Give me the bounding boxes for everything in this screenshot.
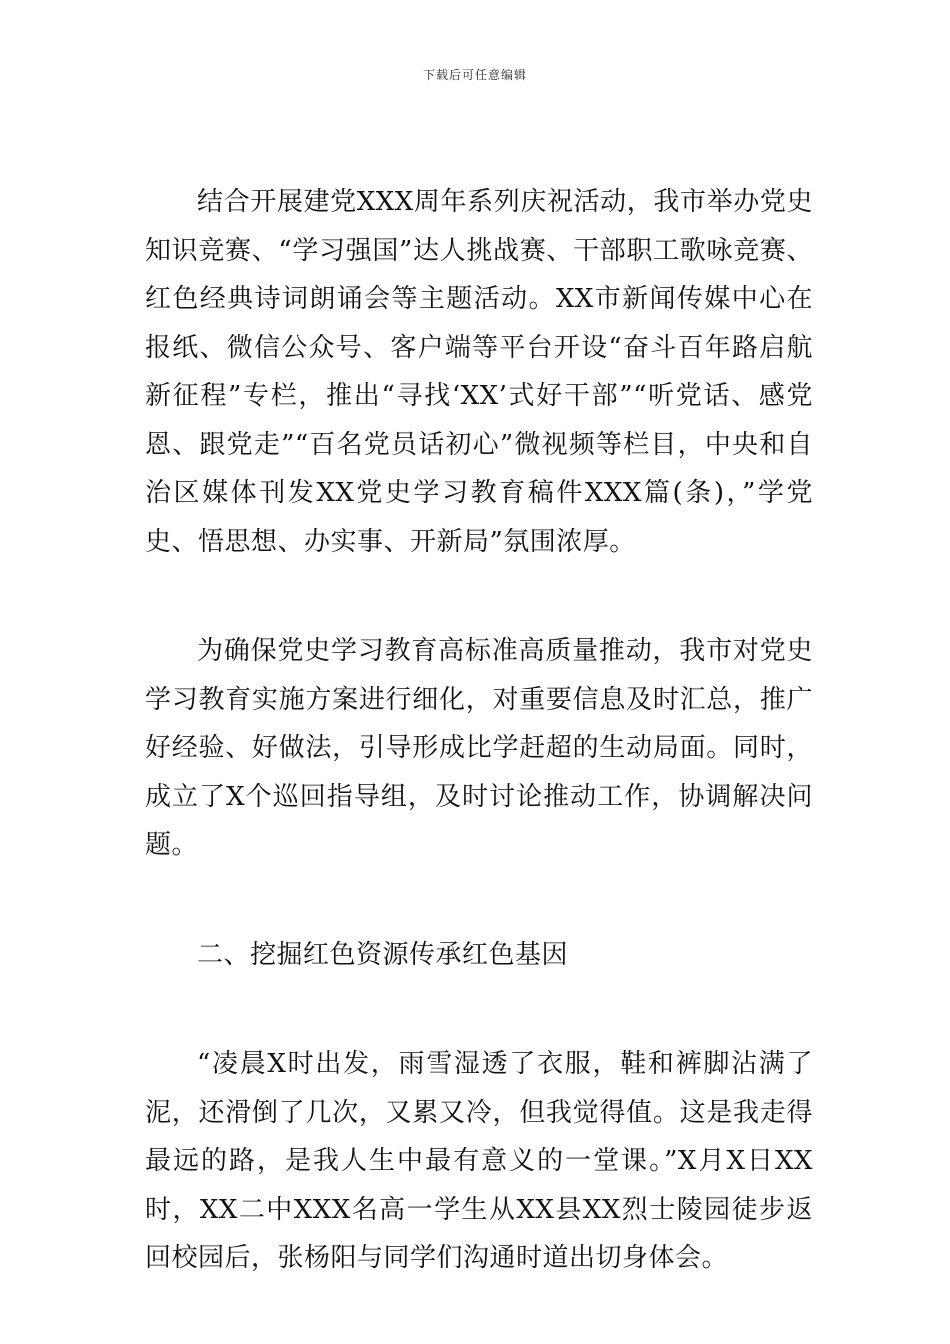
page-header-note: 下载后可任意编辑 <box>422 68 527 82</box>
section-heading: 二、挖掘红色资源传承红色基因 <box>197 939 569 970</box>
paragraph-gap <box>145 870 813 931</box>
document-body <box>145 178 813 1283</box>
paragraph-gap <box>145 979 813 1040</box>
paragraph-celebration-activities: 结合开展建党XXX周年系列庆祝活动，我市举办党史知识竞赛、“学习强国”达人挑战赛、干部职工歌咏竞赛、红色经典诗词朗诵会等主题活动。XX市新闻传媒中心在报纸、微信公众号、客户端等平台开设“奋斗百年路启航新征程”专栏，推出“寻找‘XX’式好干部”“听党话、感党恩、跟党走”“百名党员话初心”微视频等栏目，中央和自治区媒体刊发XX党史学习教育稿件XXX篇(条)，”学党史、悟思想、办实事、开新局”氛围浓厚。 <box>145 187 813 557</box>
paragraph-education-plan: 为确保党史学习教育高标准高质量推动，我市对党史学习教育实施方案进行细化，对重要信息及时汇总，推广好经验、好做法，引导形成比学赶超的生动局面。同时，成立了X个巡回指导组，及时讨论推动工作，协调解决问题。 <box>145 636 813 860</box>
paragraph-student-quote: “凌晨X时出发，雨雪湿透了衣服，鞋和裤脚沾满了泥，还滑倒了几次，又累又冷，但我觉得值。这是我走得最远的路，是我人生中最有意义的一堂课。”X月X日XX时，XX二中XXX名高一学生从XX县XX烈士陵园徒步返回校园后，张杨阳与同学们沟通时道出切身体会。 <box>145 1049 813 1273</box>
paragraph-gap <box>145 566 813 627</box>
